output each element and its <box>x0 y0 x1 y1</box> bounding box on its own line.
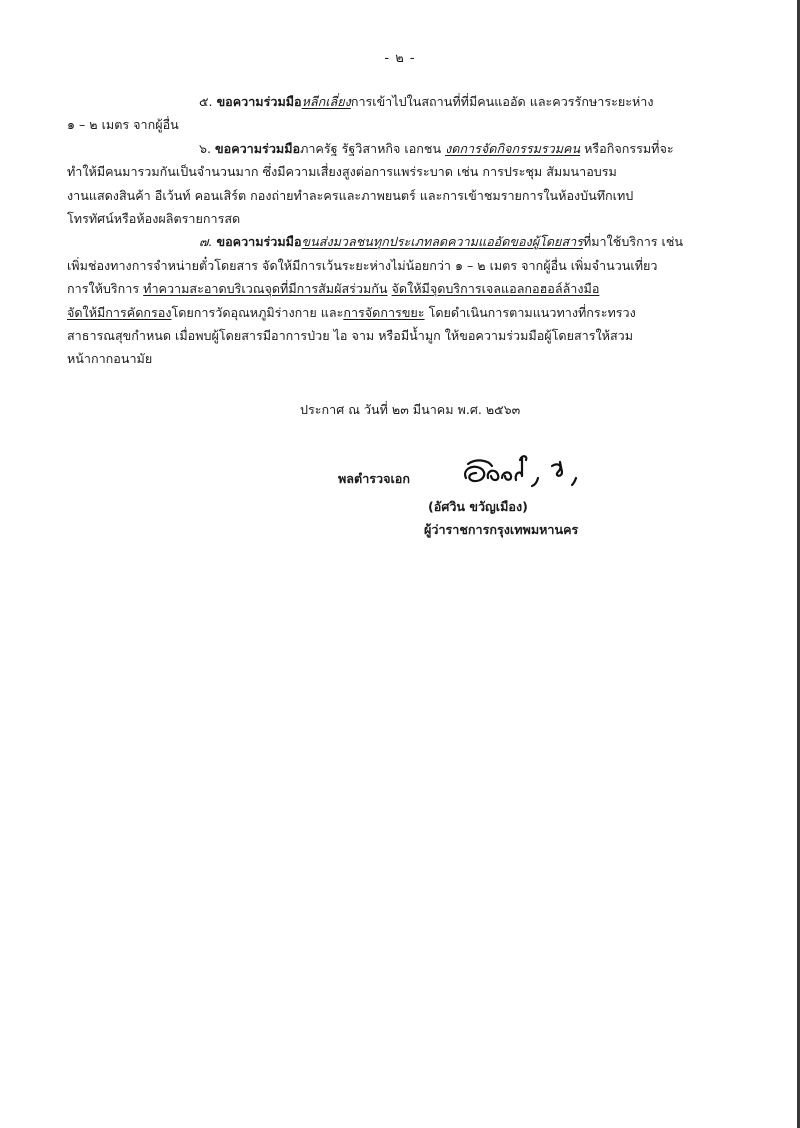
item-7-line-1 <box>67 230 729 253</box>
signatory-name: (อัศวิน ขวัญเมือง) <box>428 499 528 514</box>
underlined-phrase: การจัดการขยะ <box>343 304 425 320</box>
underlined-phrase: จัดให้มีการคัดกรอง <box>67 304 172 320</box>
handwritten-signature-icon <box>458 448 588 492</box>
item-5-line-1 <box>67 90 729 113</box>
underlined-phrase: จัดให้มีจุดบริการเจลแอลกอฮอล์ล้างมือ <box>391 281 600 297</box>
underlined-phrase: ขนส่งมวลชนทุกประเภทลดความแออัดของผู้โดยสาร <box>301 234 583 250</box>
item-number: ๖. <box>199 140 211 156</box>
announcement-date: ประกาศ ณ วันที่ ๒๓ มีนาคม พ.ศ. ๒๕๖๓ <box>300 402 521 417</box>
text-span: หรือกิจกรรมที่จะ <box>580 140 674 156</box>
item-7-line-4 <box>67 301 729 324</box>
underlined-phrase: ทำความสะอาดบริเวณจุดที่มีการสัมผัสร่วมกัน <box>143 281 388 297</box>
text-span: โดยดำเนินการตามแนวทางที่กระทรวง <box>424 304 636 320</box>
item-6-line-1 <box>67 137 729 160</box>
item-7-line-3 <box>67 277 729 300</box>
item-7-line-5: สาธารณสุขกำหนด เมื่อพบผู้โดยสารมีอาการป่วย ไอ จาม หรือมีน้ำมูก ให้ขอความร่วมมือผู้โดยสารให้สวม <box>67 327 634 343</box>
text-span: ภาครัฐ รัฐวิสาหกิจ เอกชน <box>300 140 446 156</box>
signatory-title: ผู้ว่าราชการกรุงเทพมหานคร <box>424 522 579 537</box>
signatory-rank: พลตำรวจเอก <box>338 471 410 486</box>
underlined-phrase: หลีกเลี่ยง <box>301 94 351 109</box>
text-span: การให้บริการ <box>67 281 144 297</box>
bold-lead: ขอความร่วมมือ <box>216 234 302 250</box>
document-body <box>67 90 729 371</box>
item-7-line-6: หน้ากากอนามัย <box>67 351 153 367</box>
item-number: ๕. <box>199 94 213 109</box>
item-5-line-2: ๑ – ๒ เมตร จากผู้อื่น <box>67 117 179 133</box>
item-7-line-2: เพิ่มช่องทางการจำหน่ายตั๋วโดยสาร จัดให้มีการเว้นระยะห่างไม่น้อยกว่า ๑ – ๒ เมตร จากผู้อื่น เพิ่มจำนวนเที่ยว <box>67 257 658 273</box>
bold-lead: ขอความร่วมมือ <box>215 140 301 156</box>
item-number: ๗. <box>199 234 213 250</box>
bold-lead: ขอความร่วมมือ <box>216 94 302 109</box>
text-span: ที่มาใช้บริการ เช่น <box>582 234 684 250</box>
item-6-line-3: งานแสดงสินค้า อีเว้นท์ คอนเสิร์ต กองถ่ายทำละครและภาพยนตร์ และการเข้าชมรายการในห้องบันทึกเทป <box>67 187 634 203</box>
underlined-phrase: งดการจัดกิจกรรมรวมคน <box>445 140 581 156</box>
text-span: การเข้าไปในสถานที่ที่มีคนแออัด และควรรักษาระยะห่าง <box>350 94 654 109</box>
text-span: โดยการวัดอุณหภูมิร่างกาย และ <box>171 304 344 320</box>
item-6-line-4: โทรทัศน์หรือห้องผลิตรายการสด <box>67 210 241 226</box>
item-6-line-2: ทำให้มีคนมารวมกันเป็นจำนวนมาก ซึ่งมีความเสี่ยงสูงต่อการแพร่ระบาด เช่น การประชุม สัมมนาอบรม <box>67 164 617 180</box>
page-number: - ๒ - <box>384 51 416 66</box>
